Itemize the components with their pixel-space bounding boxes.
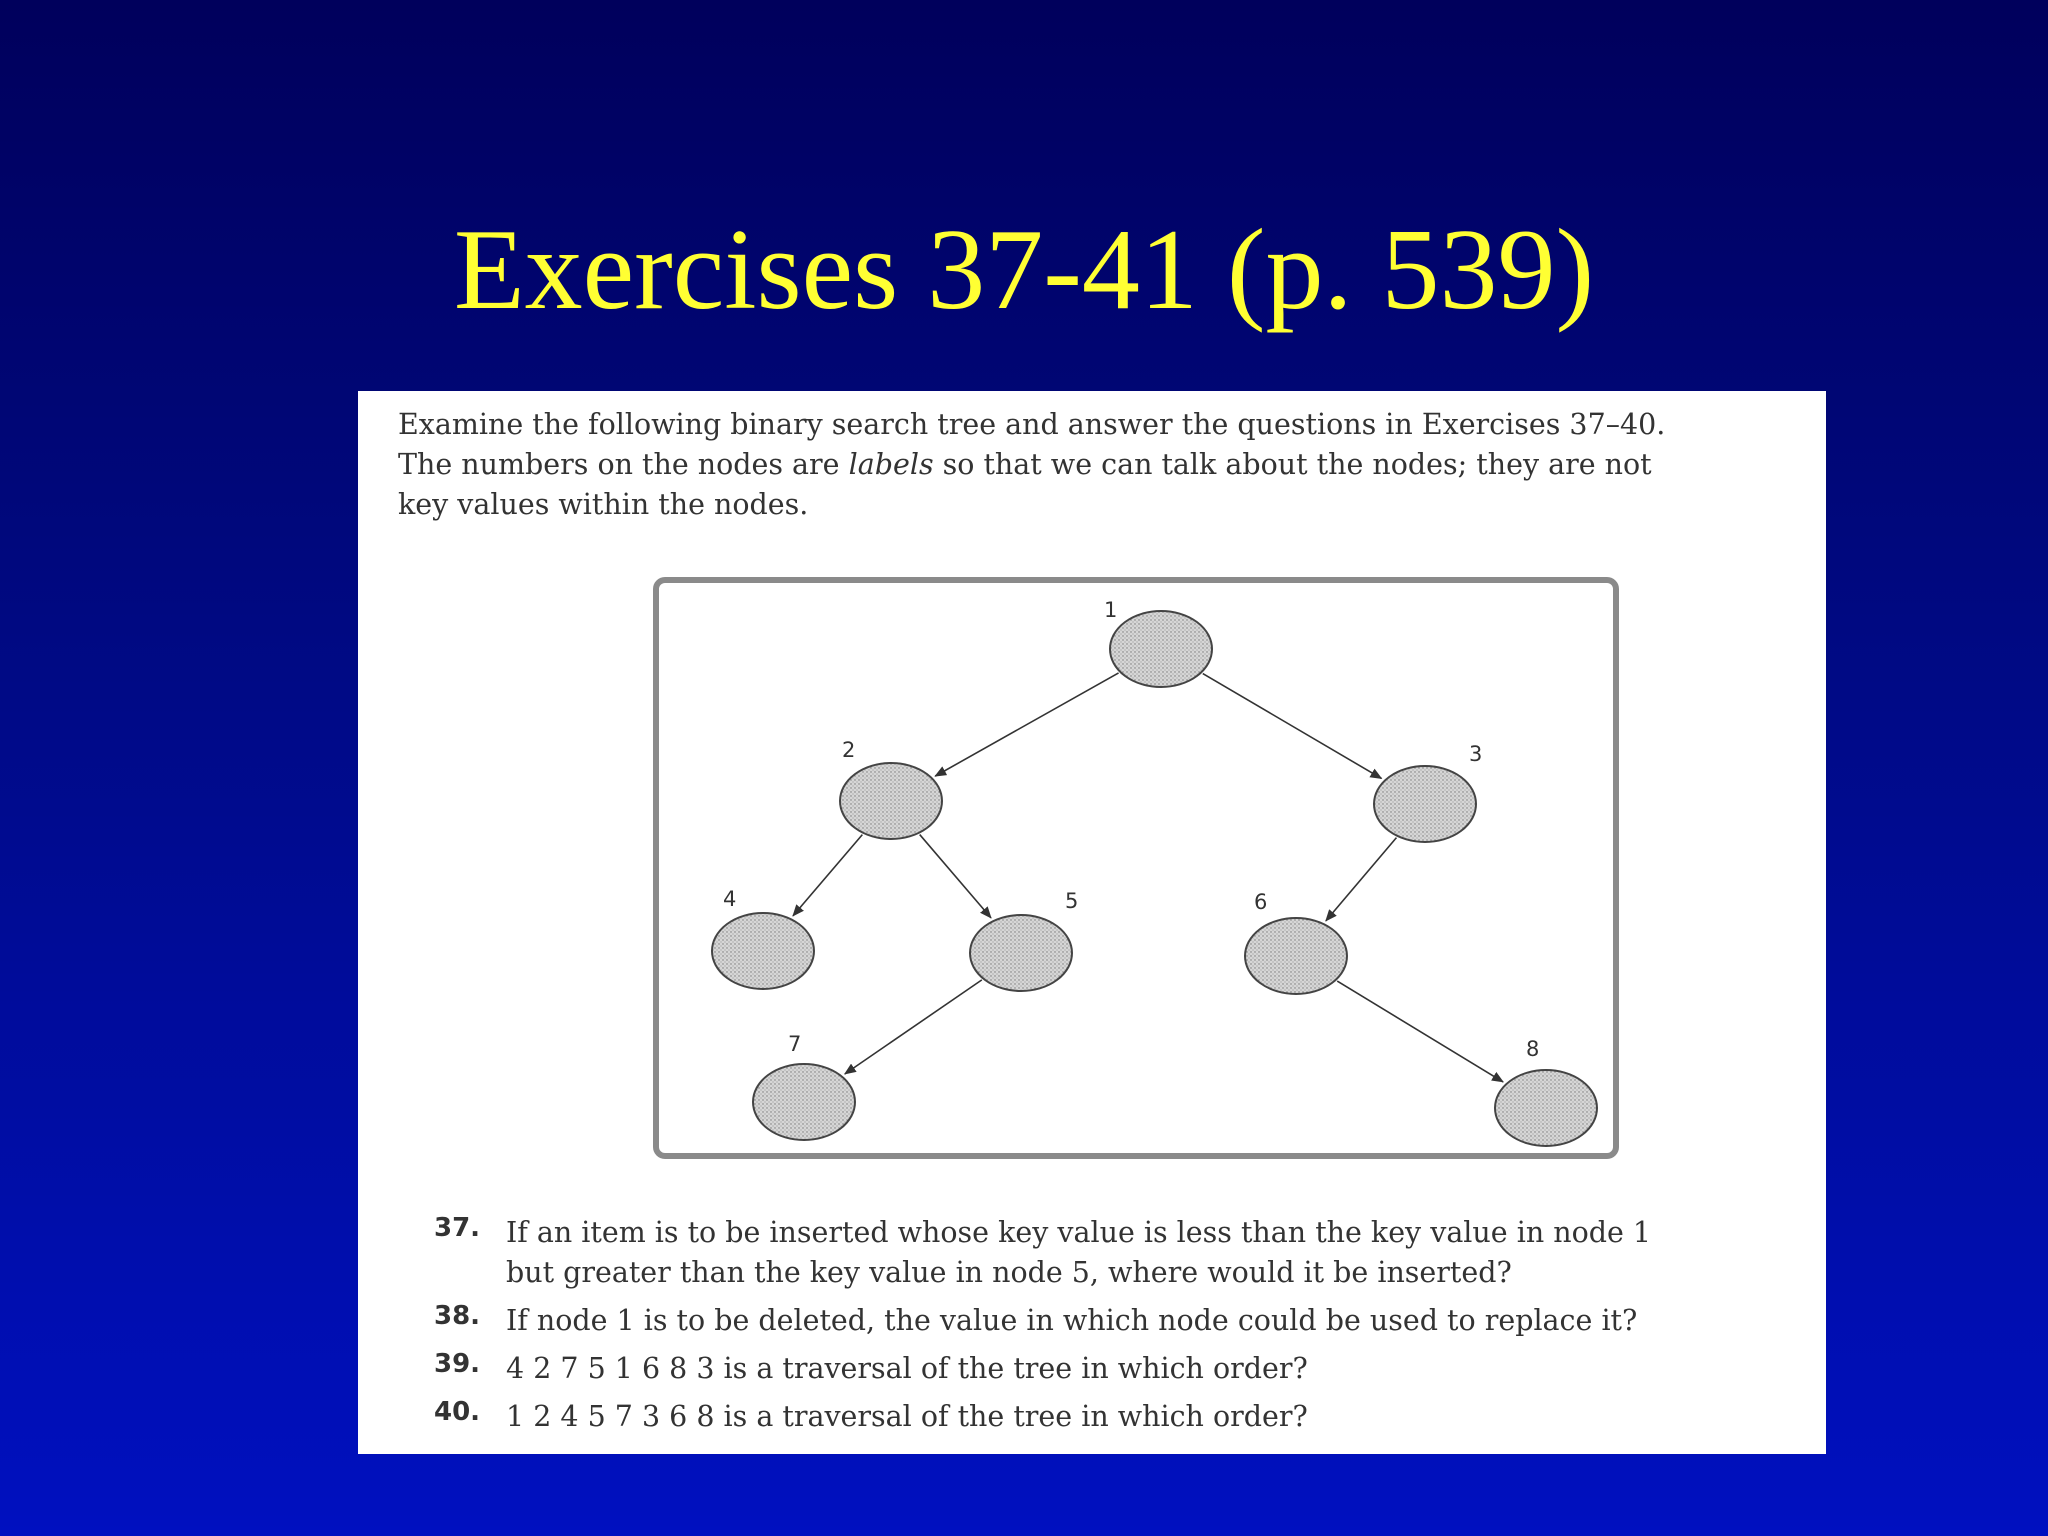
- question-text-line: If an item is to be inserted whose key value is less than the key value in node 1: [506, 1216, 1652, 1249]
- binary-search-tree-diagram: [358, 391, 1826, 1191]
- tree-node-7: [753, 1064, 855, 1140]
- question-text: [506, 1301, 1637, 1341]
- question-number: 37.: [434, 1213, 481, 1243]
- tree-node-1: [1110, 611, 1212, 687]
- tree-node-6: [1245, 918, 1347, 994]
- question-text: [506, 1349, 1308, 1389]
- question-text: [506, 1397, 1308, 1437]
- edge-5-to-7: [845, 980, 982, 1074]
- tree-node-5: [970, 915, 1072, 991]
- question-number: 39.: [434, 1349, 481, 1379]
- node-label-1: 1: [1104, 598, 1118, 622]
- intro-line-1: Examine the following binary search tree and answer the questions in Exercises 37–40.: [398, 408, 1666, 441]
- question-text-line: If node 1 is to be deleted, the value in which node could be used to replace it?: [506, 1304, 1638, 1337]
- question-number: 40.: [434, 1397, 481, 1427]
- node-label-5: 5: [1065, 889, 1079, 913]
- intro-emphasis-labels: labels: [848, 448, 934, 481]
- tree-edges: [793, 673, 1503, 1082]
- question-text-line: but greater than the key value in node 5, where would it be inserted?: [506, 1256, 1512, 1289]
- tree-node-3: [1374, 766, 1476, 842]
- edge-1-to-2: [935, 673, 1118, 776]
- tree-node-4: [712, 913, 814, 989]
- textbook-excerpt: [358, 391, 1826, 1454]
- tree-node-8: [1495, 1070, 1597, 1146]
- node-label-2: 2: [842, 738, 856, 762]
- intro-line-2-end: so that we can talk about the nodes; they are not: [933, 448, 1652, 481]
- edge-1-to-3: [1203, 674, 1382, 779]
- intro-line-3: key values within the nodes.: [398, 488, 809, 521]
- tree-node-2: [840, 763, 942, 839]
- question-text-line: 1 2 4 5 7 3 6 8 is a traversal of the tree in which order?: [506, 1400, 1308, 1433]
- edge-6-to-8: [1337, 981, 1503, 1082]
- question-text-line: 4 2 7 5 1 6 8 3 is a traversal of the tree in which order?: [506, 1352, 1308, 1385]
- question-text: [506, 1213, 1651, 1293]
- edge-2-to-4: [793, 835, 862, 916]
- question-number: 38.: [434, 1301, 481, 1331]
- edge-2-to-5: [920, 835, 991, 918]
- node-label-4: 4: [723, 887, 737, 911]
- slide-title: Exercises 37-41 (p. 539): [453, 206, 1595, 334]
- node-label-3: 3: [1469, 742, 1483, 766]
- node-label-8: 8: [1526, 1037, 1540, 1061]
- edge-3-to-6: [1326, 838, 1397, 921]
- tree-nodes: [712, 598, 1597, 1146]
- node-label-6: 6: [1254, 890, 1268, 914]
- intro-line-2-start: The numbers on the nodes are: [398, 448, 849, 481]
- node-label-7: 7: [788, 1032, 802, 1056]
